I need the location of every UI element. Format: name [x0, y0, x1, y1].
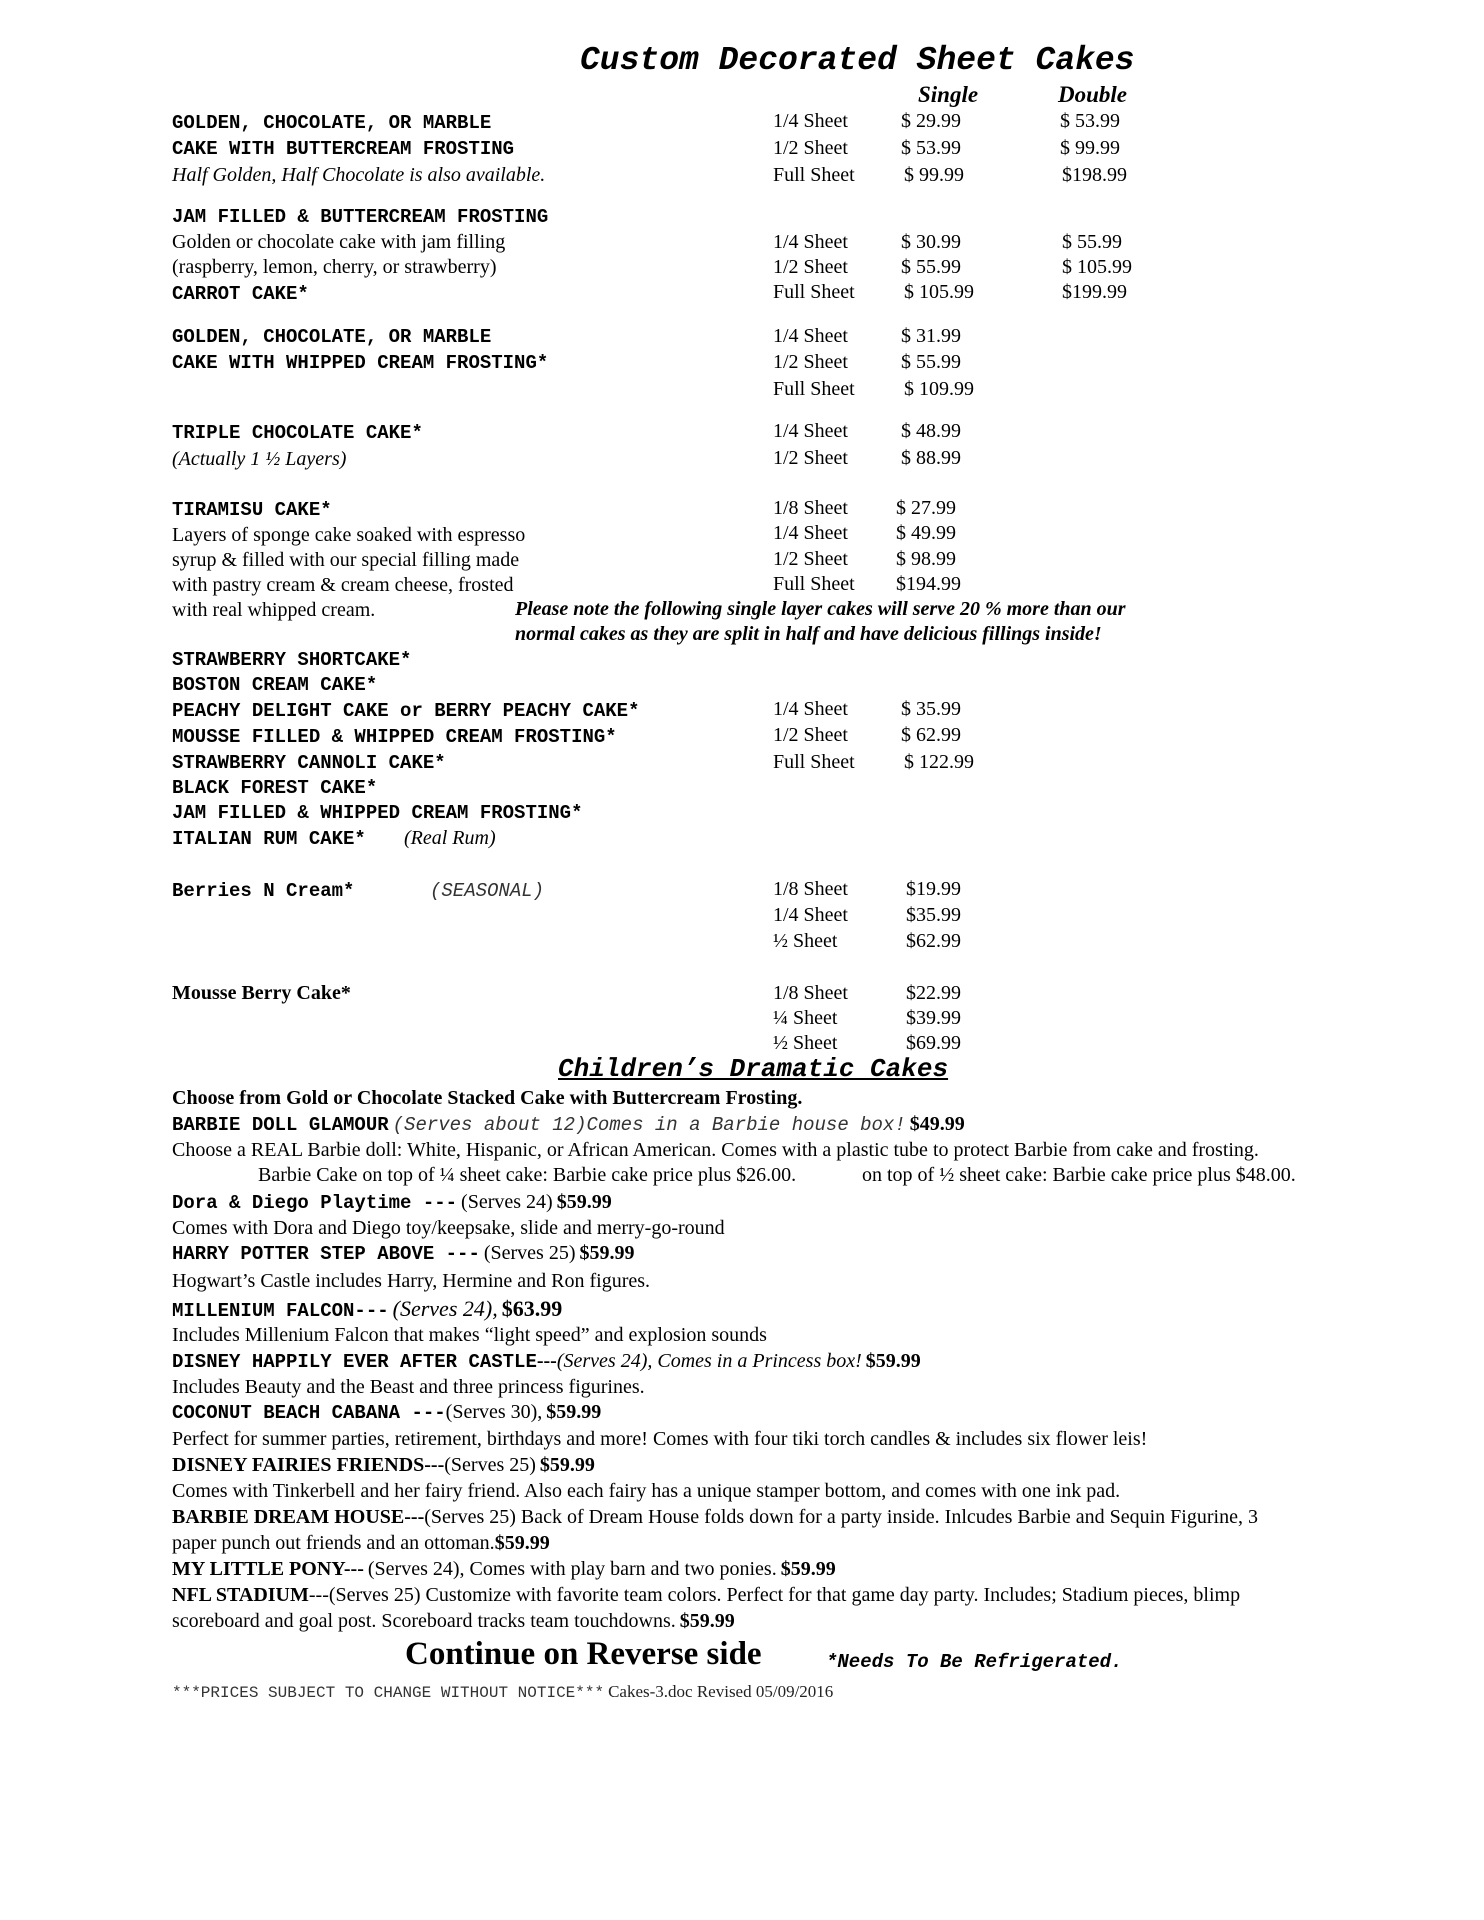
- cake-description: (Serves 25) Back of Dream House folds down for a party inside. Inlcudes Barbie and Sequin Figurine, 3: [424, 1506, 1258, 1528]
- seasonal-note: (SEASONAL): [430, 880, 545, 902]
- single-price: $ 48.99: [901, 420, 961, 442]
- single-price: $194.99: [896, 573, 961, 595]
- single-price: $62.99: [906, 930, 961, 952]
- serving-note: (Serves 24): [461, 1191, 553, 1213]
- cake-name: HARRY POTTER STEP ABOVE ---: [172, 1243, 480, 1265]
- cake-note: Half Golden, Half Chocolate is also available.: [172, 164, 546, 186]
- page-title: Custom Decorated Sheet Cakes: [580, 42, 1135, 79]
- cake-description: (raspberry, lemon, cherry, or strawberry): [172, 256, 497, 278]
- cake-name: CARROT CAKE*: [172, 283, 309, 305]
- double-price: $199.99: [1062, 281, 1127, 303]
- notice-text: normal cakes as they are split in half and have delicious fillings inside!: [515, 623, 1102, 645]
- cake-name: CAKE WITH BUTTERCREAM FROSTING: [172, 138, 515, 160]
- cake-description: Golden or chocolate cake with jam filling: [172, 231, 506, 253]
- nfl-line: [172, 1584, 1240, 1607]
- double-price: $ 55.99: [1062, 231, 1122, 253]
- section-title: Children’s Dramatic Cakes: [558, 1054, 949, 1084]
- cake-name: Berries N Cream*: [172, 880, 355, 902]
- cake-name: MOUSSE FILLED & WHIPPED CREAM FROSTING*: [172, 726, 617, 748]
- single-price: $39.99: [906, 1007, 961, 1029]
- single-price: $ 122.99: [904, 751, 974, 773]
- cake-price: $59.99: [865, 1350, 921, 1372]
- cake-name: TRIPLE CHOCOLATE CAKE*: [172, 422, 423, 444]
- dora-line: [172, 1191, 612, 1214]
- size-label: 1/4 Sheet: [773, 110, 848, 132]
- cake-description: syrup & filled with our special filling made: [172, 549, 520, 571]
- single-price: $ 98.99: [896, 548, 956, 570]
- cake-name: BLACK FOREST CAKE*: [172, 777, 378, 799]
- cake-name: DISNEY HAPPILY EVER AFTER CASTLE: [172, 1351, 537, 1373]
- cake-description: (Serves 24), Comes with play barn and two ponies.: [367, 1558, 777, 1580]
- single-price: $ 31.99: [901, 325, 961, 347]
- column-header-single: Single: [918, 82, 979, 107]
- cake-description: with real whipped cream.: [172, 599, 376, 621]
- serving-note: (Serves 24), Comes in a Princess box!: [556, 1350, 862, 1372]
- single-price: $ 35.99: [901, 698, 961, 720]
- serving-note: (Serves 30),: [445, 1401, 543, 1423]
- single-price: $35.99: [906, 904, 961, 926]
- barbie-line: [172, 1113, 965, 1136]
- disney-line: [172, 1350, 921, 1373]
- size-label: 1/4 Sheet: [773, 420, 848, 442]
- cake-name: STRAWBERRY CANNOLI CAKE*: [172, 752, 446, 774]
- size-label: 1/8 Sheet: [773, 497, 848, 519]
- single-price: $ 88.99: [901, 447, 961, 469]
- cake-description: Comes with Dora and Diego toy/keepsake, slide and merry-go-round: [172, 1217, 725, 1239]
- single-price: $ 62.99: [901, 724, 961, 746]
- size-label: 1/2 Sheet: [773, 351, 848, 373]
- cake-price: $59.99: [780, 1558, 836, 1580]
- size-label: 1/4 Sheet: [773, 325, 848, 347]
- cake-description: ---(Serves 25) Customize with favorite team colors. Perfect for that game day party. Includes; Stadium pieces, blimp: [308, 1584, 1241, 1606]
- price-disclaimer: ***PRICES SUBJECT TO CHANGE WITHOUT NOTICE***: [172, 1684, 605, 1702]
- cake-description: Includes Beauty and the Beast and three princess figurines.: [172, 1376, 645, 1398]
- fairies-line: [172, 1454, 595, 1477]
- single-price: $ 30.99: [901, 231, 961, 253]
- size-label: 1/4 Sheet: [773, 698, 848, 720]
- cake-price: $59.99: [679, 1610, 735, 1632]
- cake-description: Hogwart’s Castle includes Harry, Hermine and Ron figures.: [172, 1270, 651, 1292]
- size-label: 1/2 Sheet: [773, 256, 848, 278]
- cake-description: Perfect for summer parties, retirement, birthdays and more! Comes with four tiki torch candles & includes six flower leis!: [172, 1428, 1148, 1450]
- size-label: Full Sheet: [773, 281, 855, 303]
- cake-description: Choose a REAL Barbie doll: White, Hispanic, or African American. Comes with a plastic tube to protect Barbie from cake and frosting.: [172, 1139, 1259, 1161]
- size-label: 1/4 Sheet: [773, 231, 848, 253]
- cake-name: Dora & Diego Playtime ---: [172, 1192, 458, 1214]
- cake-name: ITALIAN RUM CAKE*: [172, 828, 366, 850]
- cake-name: STRAWBERRY SHORTCAKE*: [172, 649, 412, 671]
- single-price: $ 29.99: [901, 110, 961, 132]
- cake-name: Mousse Berry Cake*: [172, 982, 351, 1004]
- size-label: 1/8 Sheet: [773, 982, 848, 1004]
- single-price: $69.99: [906, 1032, 961, 1054]
- cake-name: JAM FILLED & WHIPPED CREAM FROSTING*: [172, 802, 583, 824]
- dream-line-2: [172, 1532, 550, 1555]
- cake-name: NFL STADIUM: [172, 1584, 309, 1606]
- size-label: 1/2 Sheet: [773, 724, 848, 746]
- cake-name: BARBIE DOLL GLAMOUR: [172, 1114, 389, 1136]
- cake-note: (Actually 1 ½ Layers): [172, 448, 347, 470]
- refrigeration-note: *Needs To Be Refrigerated.: [826, 1651, 1123, 1673]
- single-price: $ 99.99: [904, 164, 964, 186]
- cake-price: $49.99: [909, 1113, 965, 1135]
- size-label: Full Sheet: [773, 751, 855, 773]
- size-label: 1/2 Sheet: [773, 447, 848, 469]
- single-price: $19.99: [906, 878, 961, 900]
- dash: ---: [536, 1350, 557, 1372]
- double-price: $198.99: [1062, 164, 1127, 186]
- cake-price: $59.99: [494, 1532, 550, 1554]
- cake-price: $63.99: [501, 1296, 563, 1321]
- single-price: $ 53.99: [901, 137, 961, 159]
- cake-name: BARBIE DREAM HOUSE---: [172, 1506, 425, 1528]
- size-label: 1/2 Sheet: [773, 548, 848, 570]
- serving-note: (Serves 25): [444, 1454, 536, 1476]
- size-label: Full Sheet: [773, 164, 855, 186]
- cake-name: JAM FILLED & BUTTERCREAM FROSTING: [172, 206, 549, 228]
- size-label: 1/8 Sheet: [773, 878, 848, 900]
- size-label: ¼ Sheet: [773, 1007, 838, 1029]
- cake-description: Layers of sponge cake soaked with espresso: [172, 524, 526, 546]
- size-label: ½ Sheet: [773, 930, 838, 952]
- single-price: $ 105.99: [904, 281, 974, 303]
- cake-name: GOLDEN, CHOCOLATE, OR MARBLE: [172, 326, 492, 348]
- cake-option: Barbie Cake on top of ¼ sheet cake: Barbie cake price plus $26.00.: [258, 1164, 797, 1186]
- cake-option: on top of ½ sheet cake: Barbie cake price plus $48.00.: [862, 1164, 1296, 1186]
- coconut-line: [172, 1401, 601, 1424]
- cake-price: $59.99: [546, 1401, 602, 1423]
- dream-line: [172, 1506, 1258, 1529]
- cake-name: MILLENIUM FALCON---: [172, 1300, 389, 1322]
- cake-description: paper punch out friends and an ottoman.: [172, 1532, 495, 1554]
- pony-line: [172, 1558, 836, 1581]
- size-label: 1/4 Sheet: [773, 522, 848, 544]
- cake-description: Comes with Tinkerbell and her fairy friend. Also each fairy has a unique stamper bottom, and comes with one ink pad.: [172, 1480, 1121, 1502]
- cake-name: MY LITTLE PONY---: [172, 1558, 364, 1580]
- single-price: $ 55.99: [901, 351, 961, 373]
- cake-description: Includes Millenium Falcon that makes “light speed” and explosion sounds: [172, 1324, 767, 1346]
- single-price: $ 55.99: [901, 256, 961, 278]
- document-revision: Cakes-3.doc Revised 05/09/2016: [608, 1682, 834, 1701]
- size-label: ½ Sheet: [773, 1032, 838, 1054]
- single-price: $22.99: [906, 982, 961, 1004]
- double-price: $ 105.99: [1062, 256, 1132, 278]
- footer: [172, 1682, 833, 1702]
- size-label: 1/2 Sheet: [773, 137, 848, 159]
- single-price: $ 109.99: [904, 378, 974, 400]
- serving-note: (Serves about 12)Comes in a Barbie house box!: [392, 1114, 906, 1136]
- notice-text: Please note the following single layer cakes will serve 20 % more than our: [515, 598, 1126, 620]
- harry-line: [172, 1242, 635, 1265]
- cake-name: DISNEY FAIRIES FRIENDS---: [172, 1454, 445, 1476]
- double-price: $ 53.99: [1060, 110, 1120, 132]
- cake-name: CAKE WITH WHIPPED CREAM FROSTING*: [172, 352, 549, 374]
- cake-name: GOLDEN, CHOCOLATE, OR MARBLE: [172, 112, 492, 134]
- cake-price: $59.99: [556, 1191, 612, 1213]
- serving-note: (Serves 25): [483, 1242, 576, 1264]
- nfl-line-2: [172, 1610, 735, 1633]
- size-label: Full Sheet: [773, 573, 855, 595]
- cake-note: (Real Rum): [404, 827, 496, 849]
- single-price: $ 49.99: [896, 522, 956, 544]
- size-label: 1/4 Sheet: [773, 904, 848, 926]
- cake-price: $59.99: [539, 1454, 595, 1476]
- cake-name: TIRAMISU CAKE*: [172, 499, 332, 521]
- cake-price: $59.99: [579, 1242, 635, 1264]
- continue-notice: Continue on Reverse side: [405, 1636, 762, 1672]
- serving-note: (Serves 24),: [392, 1296, 498, 1321]
- cake-description: scoreboard and goal post. Scoreboard tracks team touchdowns.: [172, 1610, 676, 1632]
- cake-name: PEACHY DELIGHT CAKE or BERRY PEACHY CAKE*: [172, 700, 640, 722]
- size-label: Full Sheet: [773, 378, 855, 400]
- cake-description: with pastry cream & cream cheese, frosted: [172, 574, 514, 596]
- single-price: $ 27.99: [896, 497, 956, 519]
- column-header-double: Double: [1058, 82, 1127, 107]
- cake-name: BOSTON CREAM CAKE*: [172, 674, 378, 696]
- double-price: $ 99.99: [1060, 137, 1120, 159]
- cake-name: COCONUT BEACH CABANA ---: [172, 1402, 446, 1424]
- section-intro: Choose from Gold or Chocolate Stacked Cake with Buttercream Frosting.: [172, 1087, 803, 1109]
- falcon-line: [172, 1296, 562, 1322]
